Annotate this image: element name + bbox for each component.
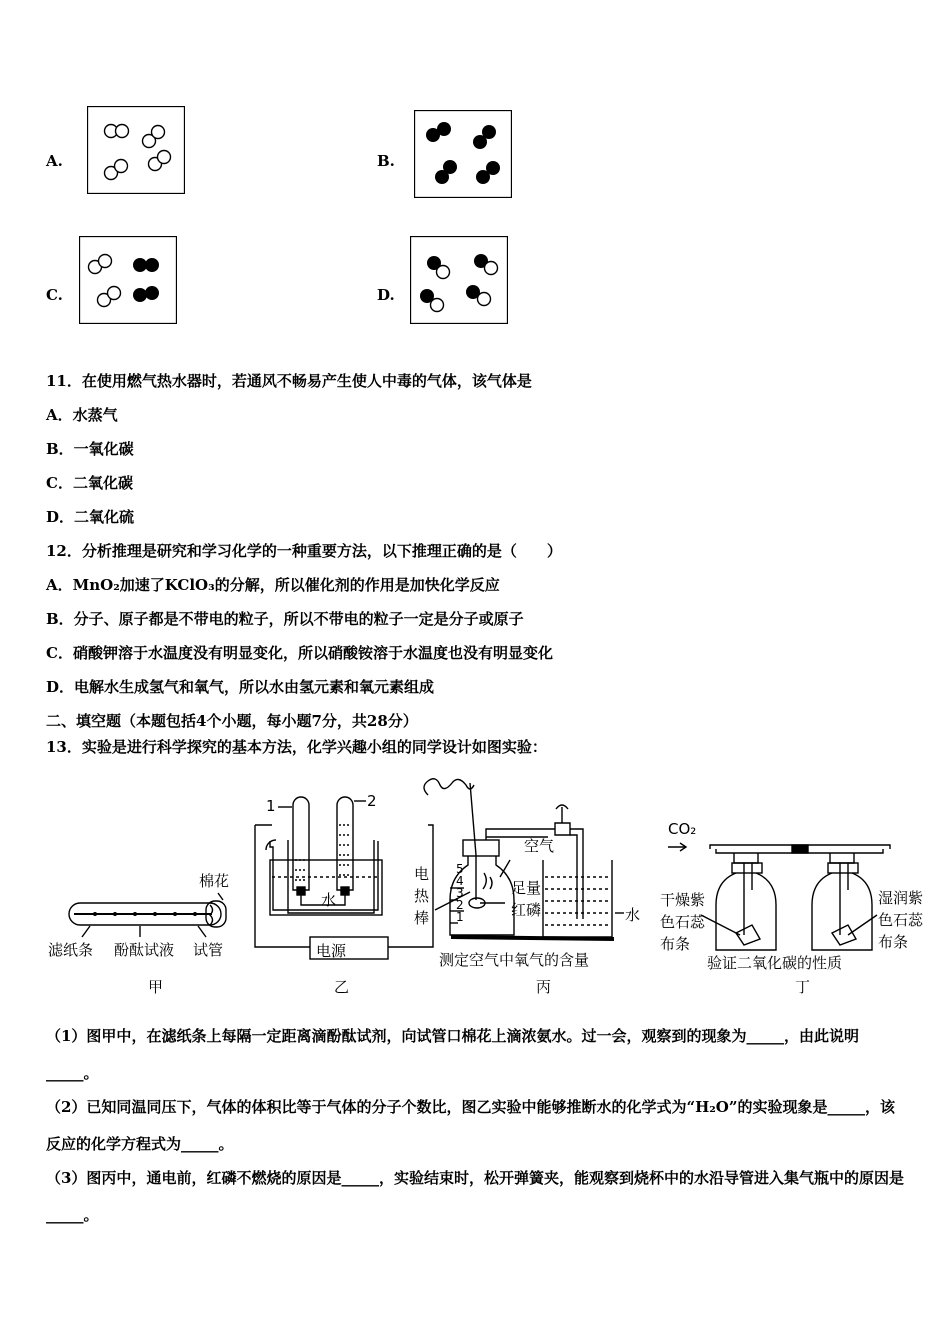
option-b-image [414,110,512,198]
ding-wet-label-1: 湿润紫 [878,889,924,907]
option-a-image [87,106,185,194]
option-b-label: B. [377,152,395,170]
q13-part-1: （1）图甲中，在滤纸条上每隔一定距离滴酚酞试剂，向试管口棉花上滴浓氨水。过一会，观察到的现象为_____，由此说明_____。 [46,1027,859,1082]
jia-filter-label: 滤纸条 [48,941,94,959]
q12-option-b: B．分子、原子都是不带电的粒子，所以不带电的粒子一定是分子或原子 [46,610,524,628]
yi-apparatus [255,797,433,959]
bing-rod-label-2: 热 [414,887,430,905]
jia-tube-label: 试管 [193,941,224,959]
yi-tube2-label: 2 [367,792,377,810]
bing-air-label: 空气 [524,837,555,855]
yi-caption: 乙 [334,978,350,996]
jia-cotton-label: 棉花 [199,872,230,890]
bing-scale-4: 4 [456,874,464,888]
q11-option-a: A．水蒸气 [46,406,118,424]
ding-dry-label-1: 干燥紫 [660,891,706,909]
option-c-image [79,236,177,324]
jia-phenol-label: 酚酞试液 [114,941,175,959]
section-heading: 二、填空题（本题包括4个小题，每小题7分，共28分） [46,712,418,730]
bing-scale-2: 2 [456,898,464,912]
bing-caption: 丙 [536,978,552,996]
option-a-label: A. [46,152,63,170]
q11-option-d: D．二氧化硫 [46,508,135,526]
q12-stem: 12．分析推理是研究和学习化学的一种重要方法，以下推理正确的是（ ） [46,542,562,560]
q13-part-3: （3）图丙中，通电前，红磷不燃烧的原因是_____，实验结束时，松开弹簧夹，能观察到烧杯中的水沿导管进入集气瓶中的原因是_____。 [46,1169,904,1224]
q11-stem: 11．在使用燃气热水器时，若通风不畅易产生使人中毒的气体，该气体是 [46,372,532,390]
bing-rod-label-3: 棒 [414,909,430,927]
option-c-label: C. [46,286,63,304]
ding-title: 验证二氧化碳的性质 [707,954,843,972]
q13-part-2: （2）已知同温同压下，气体的体积比等于气体的分子个数比，图乙实验中能够推断水的化学式为“H₂O”的实验现象是_____，该反应的化学方程式为_____。 [46,1098,896,1153]
q11-option-b: B．一氧化碳 [46,440,134,458]
yi-water-label: 水 [321,891,337,909]
ding-wet-label-3: 布条 [878,933,909,951]
yi-power-label: 电源 [316,942,347,960]
ding-co2-label: CO₂ [668,820,697,838]
ding-wet-label-2: 色石蕊 [878,911,924,929]
bing-title: 测定空气中氧气的含量 [439,951,590,969]
option-d-label: D. [377,286,395,304]
q12-option-c: C．硝酸钾溶于水温度没有明显变化，所以硝酸铵溶于水温度也没有明显变化 [46,644,553,662]
ding-dry-label-2: 色石蕊 [660,913,706,931]
jia-apparatus [69,893,226,937]
ding-caption: 丁 [795,978,811,996]
ding-dry-label-3: 布条 [660,935,691,953]
jia-caption: 甲 [148,978,164,996]
bing-phosphorus-label-1: 足量 [511,879,542,897]
q12-option-d: D．电解水生成氢气和氧气，所以水由氢元素和氧元素组成 [46,678,435,696]
bing-phosphorus-label-2: 红磷 [511,901,542,919]
bing-scale-3: 3 [456,886,464,900]
bing-water-label: 水 [625,906,641,924]
bing-scale-5: 5 [456,862,464,876]
option-d-image [410,236,508,324]
bing-rod-label-1: 电 [414,865,430,883]
q13-stem: 13．实验是进行科学探究的基本方法，化学兴趣小组的同学设计如图实验： [46,738,547,756]
q11-option-c: C．二氧化碳 [46,474,133,492]
q12-option-a: A．MnO₂加速了KClO₃的分解，所以催化剂的作用是加快化学反应 [46,576,500,594]
yi-tube1-label: 1 [266,797,276,815]
bing-scale-1: 1 [456,910,464,924]
